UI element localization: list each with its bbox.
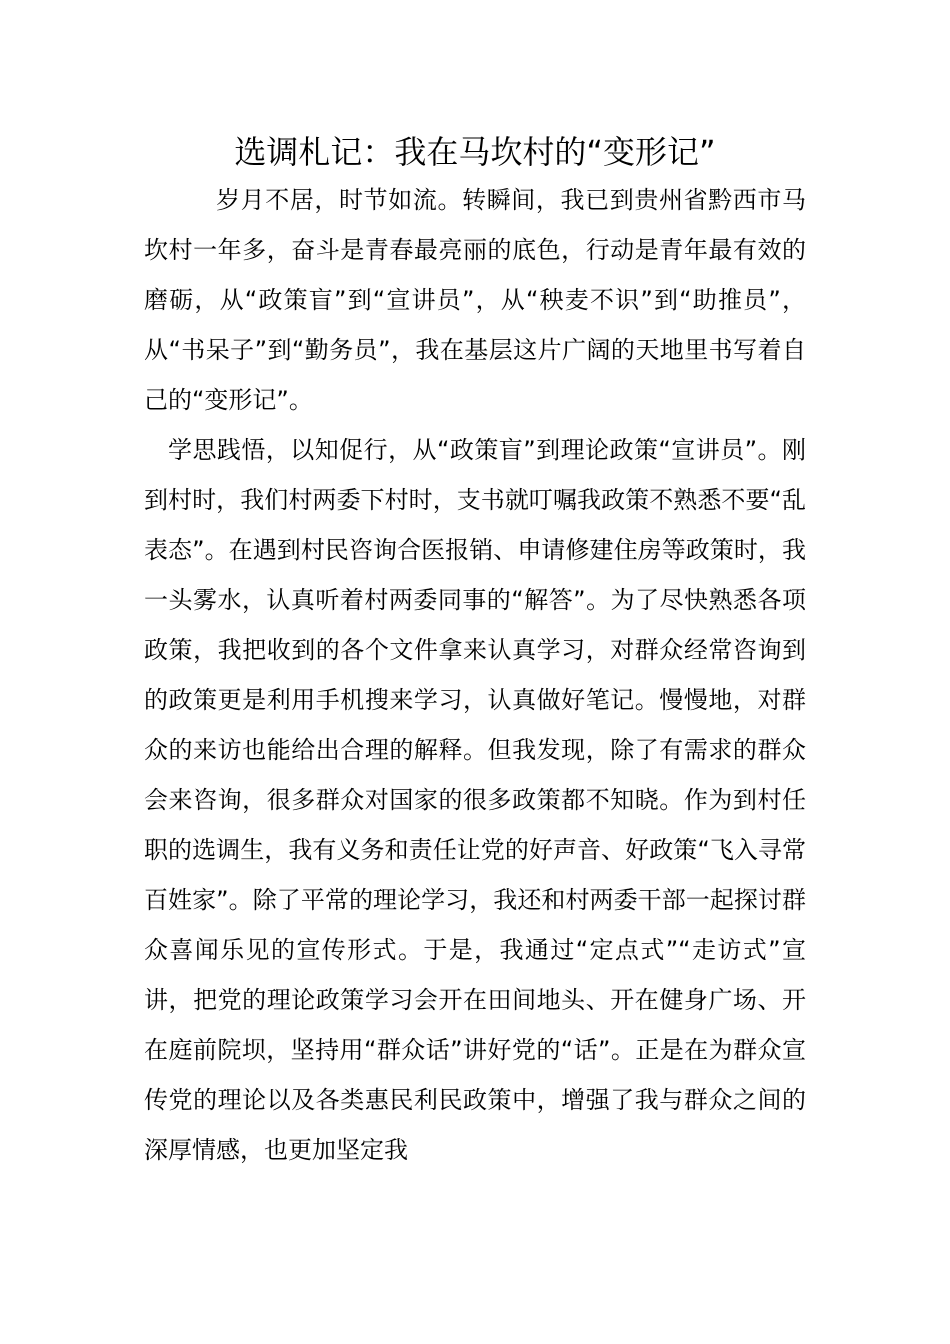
paragraph-policy-promotion: 学思践悟，以知促行，从“政策盲”到理论政策“宣讲员”。刚到村时，我们村两委下村时，支书就叮嘱我政策不熟悉不要“乱表态”。在遇到村民咨询合医报销、申请修建住房等政策时，我一头雾水，认真听着村两委同事的“解答”。为了尽快熟悉各项政策，我把收到的各个文件拿来认真学习，对群众经常咨询到的政策更是利用手机搜来学习，认真做好笔记。慢慢地，对群众的来访也能给出合理的解释。但我发现，除了有需求的群众会来咨询，很多群众对国家的很多政策都不知晓。作为到村任职的选调生，我有义务和责任让党的好声音、好政策“飞入寻常百姓家”。除了平常的理论学习，我还和村两委干部一起探讨群众喜闻乐见的宣传形式。于是，我通过“定点式”“走访式”宣讲，把党的理论政策学习会开在田间地头、开在健身广场、开在庭前院坝，坚持用“群众话”讲好党的“话”。正是在为群众宣传党的理论以及各类惠民利民政策中，增强了我与群众之间的深厚情感，也更加坚定我 xyxy=(144,436,806,1164)
paragraph-intro: 岁月不居，时节如流。转瞬间，我已到贵州省黔西市马坎村一年多，奋斗是青春最亮丽的底色，行动是青年最有效的磨砺，从“政策盲”到“宣讲员”，从“秧麦不识”到“助推员”，从“书呆子”到“勤务员”，我在基层这片广阔的天地里书写着自己的“变形记”。 xyxy=(144,186,806,414)
document-title: 选调札记：我在马坎村的“变形记” xyxy=(234,133,716,171)
document-body xyxy=(144,175,806,1175)
